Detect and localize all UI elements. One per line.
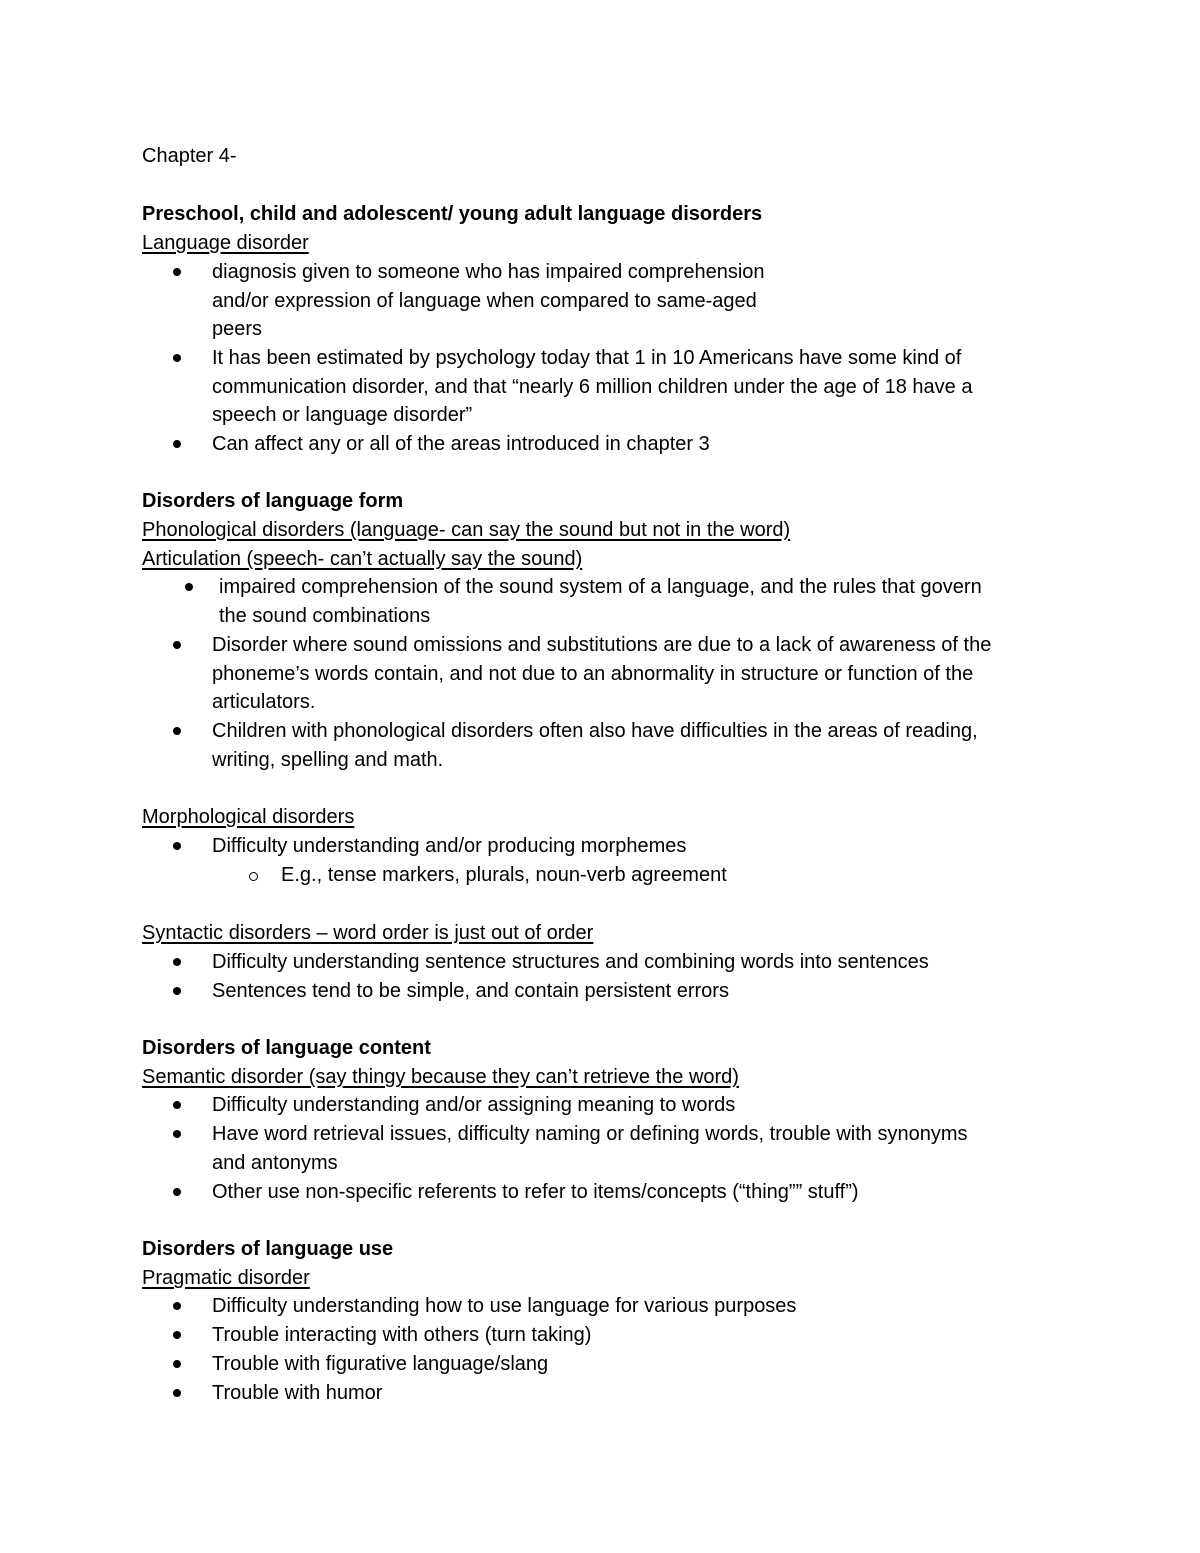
bullet-icon [173,1188,181,1196]
list-item-text: Difficulty understanding and/or producing morphemes [212,835,687,857]
list-item-text: Difficulty understanding sentence structures and combining words into sentences [212,951,929,973]
content-heading: Disorders of language content [142,1037,431,1059]
list-item-text: Trouble interacting with others (turn taking) [212,1324,592,1346]
list-item-text: and/or expression of language when compared to same-aged [212,290,757,312]
articulation-heading: Articulation (speech- can’t actually say the sound) [142,548,583,570]
bullet-icon [185,583,193,591]
bullet-icon [173,727,181,735]
morphological-heading: Morphological disorders [142,806,355,828]
bullet-icon [173,1360,181,1368]
list-item-text: Difficulty understanding and/or assigning meaning to words [212,1094,736,1116]
phonological-heading: Phonological disorders (language- can say the sound but not in the word) [142,519,791,541]
list-item-text: Children with phonological disorders often also have difficulties in the areas of reading, [212,720,978,742]
list-item-text: writing, spelling and math. [212,749,444,771]
list-item-text: the sound combinations [219,605,431,627]
bullet-icon [173,987,181,995]
bullet-icon [173,842,181,850]
main-heading: Preschool, child and adolescent/ young adult language disorders [142,203,763,225]
list-item-text: Trouble with figurative language/slang [212,1353,549,1375]
form-heading: Disorders of language form [142,490,404,512]
bullet-icon [173,958,181,966]
bullet-icon [173,1331,181,1339]
language-disorder-subheading: Language disorder [142,232,309,254]
bullet-icon [173,641,181,649]
bullet-icon [173,440,181,448]
list-item-text: Disorder where sound omissions and substitutions are due to a lack of awareness of the [212,634,992,656]
list-item-text: and antonyms [212,1152,338,1174]
list-item-text: communication disorder, and that “nearly 6 million children under the age of 18 have a [212,376,973,398]
pragmatic-heading: Pragmatic disorder [142,1267,310,1289]
sub-list-item-text: E.g., tense markers, plurals, noun-verb agreement [281,864,727,886]
bullet-icon [173,1389,181,1397]
bullet-icon [173,1130,181,1138]
list-item-text: Can affect any or all of the areas introduced in chapter 3 [212,433,710,455]
chapter-title: Chapter 4- [142,145,237,167]
bullet-icon [173,1101,181,1109]
list-item-text: phoneme’s words contain, and not due to an abnormality in structure or function of the [212,663,974,685]
list-item-text: peers [212,318,263,340]
list-item-text: diagnosis given to someone who has impaired comprehension [212,261,765,283]
list-item-text: Have word retrieval issues, difficulty naming or defining words, trouble with synonyms [212,1123,968,1145]
list-item-text: It has been estimated by psychology today that 1 in 10 Americans have some kind of [212,347,962,369]
list-item-text: Trouble with humor [212,1382,383,1404]
hollow-bullet-icon [249,872,258,881]
semantic-heading: Semantic disorder (say thingy because they can’t retrieve the word) [142,1066,739,1088]
list-item-text: articulators. [212,691,316,713]
use-heading: Disorders of language use [142,1238,394,1260]
bullet-icon [173,268,181,276]
list-item-text: Other use non-specific referents to refer to items/concepts (“thing”” stuff”) [212,1181,859,1203]
list-item-text: Sentences tend to be simple, and contain persistent errors [212,980,729,1002]
syntactic-heading: Syntactic disorders – word order is just out of order [142,922,594,944]
list-item-text: impaired comprehension of the sound system of a language, and the rules that govern [219,576,982,598]
bullet-icon [173,354,181,362]
list-item-text: Difficulty understanding how to use language for various purposes [212,1295,797,1317]
list-item-text: speech or language disorder” [212,404,473,426]
bullet-icon [173,1302,181,1310]
